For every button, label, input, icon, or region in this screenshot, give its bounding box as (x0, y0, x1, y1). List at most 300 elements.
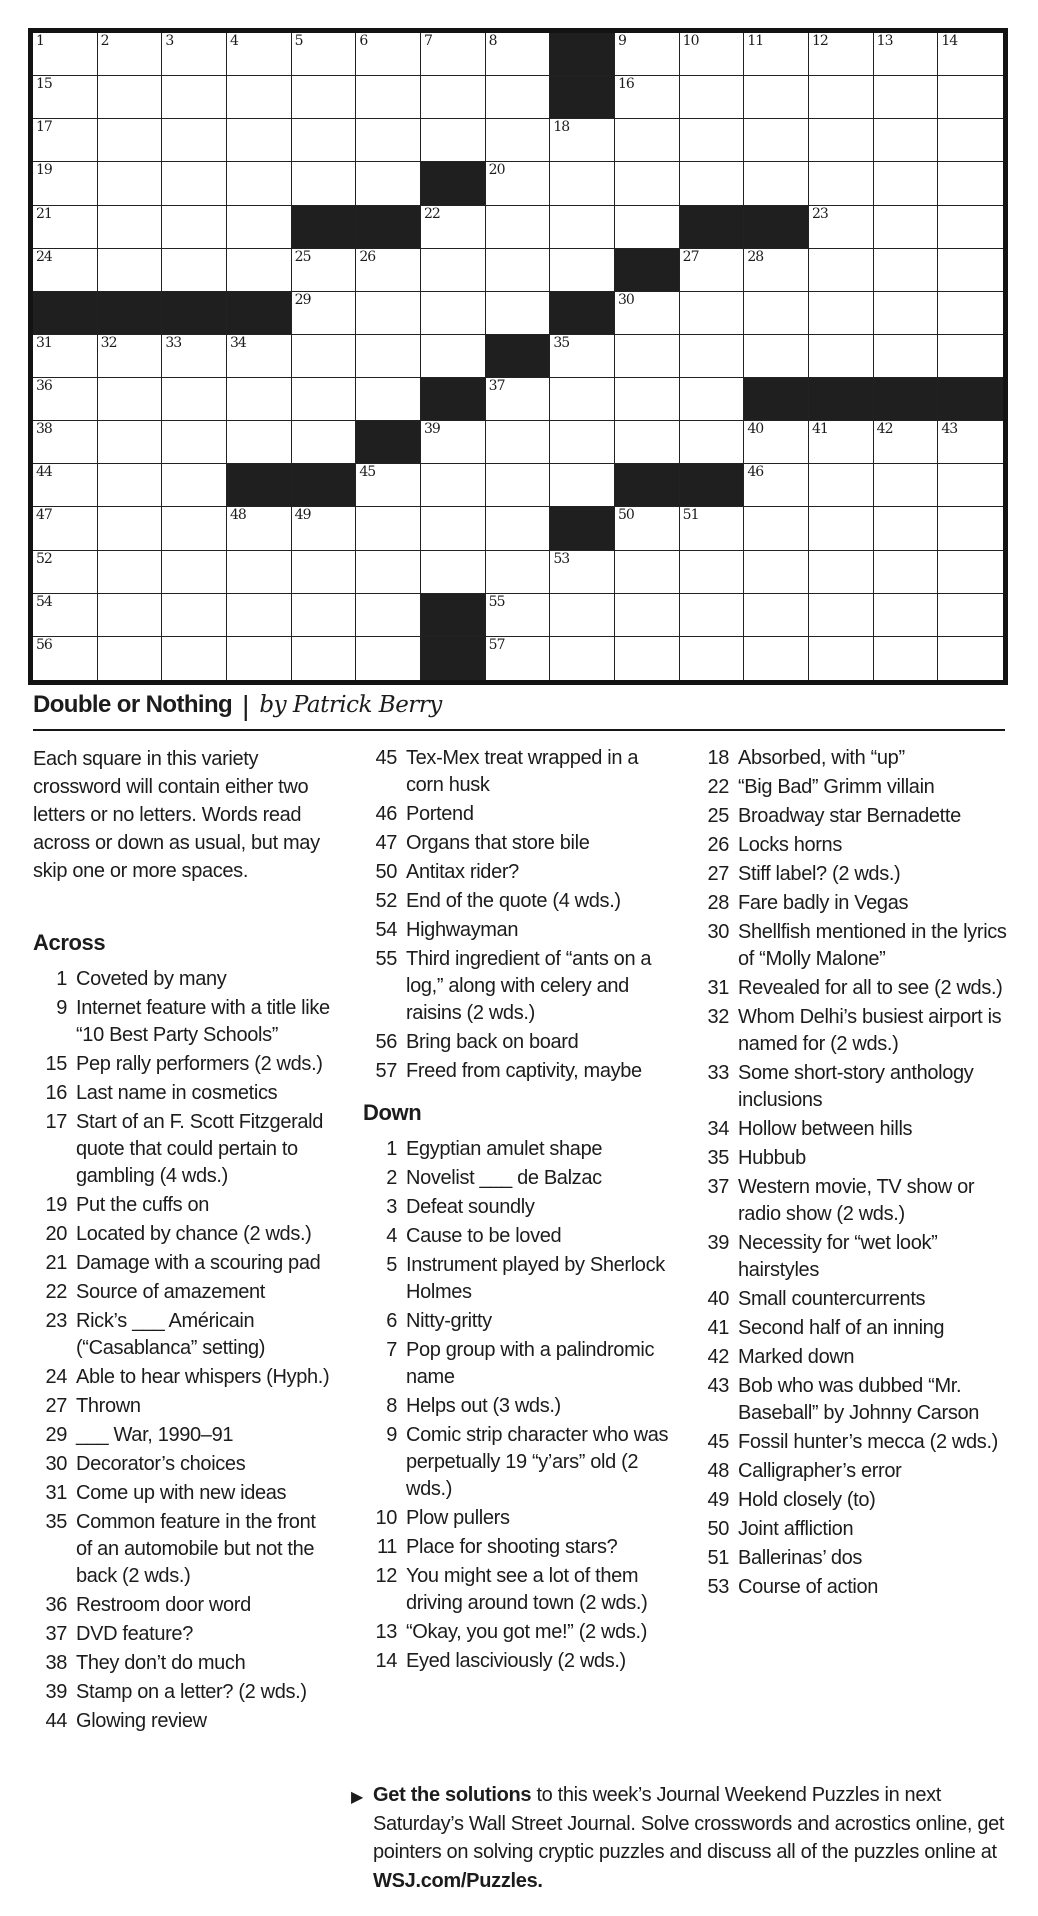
grid-cell[interactable] (550, 464, 615, 507)
down-clue-28 (695, 890, 1013, 917)
across-clue-19 (33, 1192, 335, 1219)
black-cell (33, 292, 98, 335)
clue-number: 36 (45, 1594, 67, 1616)
grid-cell[interactable] (680, 378, 745, 421)
grid-cell[interactable] (162, 206, 227, 249)
grid-cell[interactable] (421, 421, 486, 464)
grid-cell[interactable] (550, 335, 615, 378)
grid-cell[interactable] (744, 637, 809, 680)
grid-cell[interactable] (33, 162, 98, 205)
grid-cell[interactable] (874, 551, 939, 594)
clue-text: Organs that store bile (406, 832, 590, 854)
grid-cell[interactable] (874, 421, 939, 464)
grid-cell[interactable] (356, 76, 421, 119)
grid-cell[interactable] (227, 335, 292, 378)
clue-text: Pop group with a palindromic name (406, 1339, 655, 1388)
grid-cell[interactable] (874, 637, 939, 680)
grid-cell[interactable] (162, 162, 227, 205)
grid-cell[interactable] (98, 249, 163, 292)
black-cell (744, 206, 809, 249)
grid-cell[interactable] (550, 551, 615, 594)
grid-cell[interactable] (227, 119, 292, 162)
grid-cell[interactable] (938, 33, 1003, 76)
clue-number: 2 (386, 1167, 397, 1189)
cell-number: 27 (682, 248, 699, 265)
grid-cell[interactable] (615, 378, 680, 421)
clue-number: 28 (707, 892, 729, 914)
clue-text: Coveted by many (76, 968, 227, 990)
grid-cell[interactable] (680, 335, 745, 378)
clue-number: 47 (375, 832, 397, 854)
grid-cell[interactable] (809, 33, 874, 76)
grid-cell[interactable] (550, 421, 615, 464)
grid-cell[interactable] (680, 119, 745, 162)
clue-number: 34 (707, 1118, 729, 1140)
grid-cell[interactable] (162, 119, 227, 162)
grid-cell[interactable] (421, 119, 486, 162)
grid-cell[interactable] (356, 33, 421, 76)
grid-cell[interactable] (227, 206, 292, 249)
grid-cell[interactable] (227, 421, 292, 464)
clue-number: 55 (375, 948, 397, 970)
grid-cell[interactable] (356, 292, 421, 335)
clue-text: Shellfish mentioned in the lyrics of “Molly Malone” (738, 921, 1007, 970)
grid-cell[interactable] (356, 464, 421, 507)
clue-number: 38 (45, 1652, 67, 1674)
grid-cell[interactable] (615, 206, 680, 249)
black-cell (938, 378, 1003, 421)
clue-number: 8 (386, 1395, 397, 1417)
grid-cell[interactable] (421, 551, 486, 594)
across-clue-30 (33, 1451, 335, 1478)
clue-number: 10 (375, 1507, 397, 1529)
grid-cell[interactable] (744, 335, 809, 378)
cell-number: 50 (617, 507, 634, 524)
grid-cell[interactable] (938, 594, 1003, 637)
clue-text: Joint affliction (738, 1518, 854, 1540)
grid-cell[interactable] (874, 162, 939, 205)
grid-cell[interactable] (550, 119, 615, 162)
grid-cell[interactable] (809, 335, 874, 378)
grid-cell[interactable] (680, 162, 745, 205)
down-clue-31 (695, 975, 1013, 1002)
across-clue-47 (363, 830, 669, 857)
grid-cell[interactable] (227, 378, 292, 421)
clue-number: 27 (45, 1395, 67, 1417)
grid-cell[interactable] (356, 162, 421, 205)
grid-cell[interactable] (809, 119, 874, 162)
grid-cell[interactable] (292, 119, 357, 162)
grid-cell[interactable] (162, 421, 227, 464)
grid-cell[interactable] (809, 292, 874, 335)
grid-cell[interactable] (292, 76, 357, 119)
grid-cell[interactable] (809, 249, 874, 292)
clue-text: End of the quote (4 wds.) (406, 890, 621, 912)
cell-number: 35 (553, 334, 570, 351)
cell-number: 6 (359, 33, 368, 49)
grid-cell[interactable] (98, 76, 163, 119)
grid-cell[interactable] (98, 335, 163, 378)
grid-cell[interactable] (874, 507, 939, 550)
grid-cell[interactable] (874, 292, 939, 335)
clue-number: 7 (386, 1339, 397, 1361)
grid-cell[interactable] (809, 464, 874, 507)
clue-text: Freed from captivity, maybe (406, 1060, 642, 1082)
across-clue-45 (363, 745, 669, 799)
across-clue-55 (363, 946, 669, 1027)
grid-cell[interactable] (809, 551, 874, 594)
grid-cell[interactable] (33, 378, 98, 421)
clue-text: Portend (406, 803, 474, 825)
grid-cell[interactable] (227, 551, 292, 594)
grid-cell[interactable] (874, 335, 939, 378)
grid-cell[interactable] (162, 33, 227, 76)
grid-cell[interactable] (809, 421, 874, 464)
grid-cell[interactable] (809, 637, 874, 680)
grid-cell[interactable] (421, 206, 486, 249)
grid-cell[interactable] (938, 335, 1003, 378)
cell-number: 31 (36, 334, 52, 351)
grid-cell[interactable] (486, 119, 551, 162)
clue-number: 15 (45, 1053, 67, 1075)
grid-cell[interactable] (33, 76, 98, 119)
down-clue-7 (363, 1337, 669, 1391)
grid-cell[interactable] (356, 249, 421, 292)
grid-cell[interactable] (421, 335, 486, 378)
cell-number: 29 (294, 291, 311, 308)
grid-cell[interactable] (744, 76, 809, 119)
grid-cell[interactable] (744, 464, 809, 507)
cell-number: 5 (294, 33, 303, 49)
across-clue-54 (363, 917, 669, 944)
grid-cell[interactable] (550, 637, 615, 680)
grid-cell[interactable] (292, 637, 357, 680)
down-clue-25 (695, 803, 1013, 830)
grid-cell[interactable] (162, 335, 227, 378)
clue-text: Egyptian amulet shape (406, 1138, 603, 1160)
clue-number: 56 (375, 1031, 397, 1053)
grid-cell[interactable] (744, 292, 809, 335)
grid-cell[interactable] (292, 421, 357, 464)
grid-cell[interactable] (615, 76, 680, 119)
grid-cell[interactable] (486, 249, 551, 292)
grid-cell[interactable] (33, 206, 98, 249)
grid-cell[interactable] (938, 507, 1003, 550)
down-clue-51 (695, 1545, 1013, 1572)
grid-cell[interactable] (33, 594, 98, 637)
across-clue-29 (33, 1422, 335, 1449)
clue-text: Damage with a scouring pad (76, 1252, 321, 1274)
grid-cell[interactable] (938, 119, 1003, 162)
grid-cell[interactable] (615, 594, 680, 637)
grid-cell[interactable] (874, 76, 939, 119)
grid-cell[interactable] (356, 335, 421, 378)
grid-cell[interactable] (162, 594, 227, 637)
grid-cell[interactable] (292, 594, 357, 637)
grid-cell[interactable] (486, 76, 551, 119)
black-cell (227, 464, 292, 507)
grid-cell[interactable] (680, 33, 745, 76)
black-cell (486, 335, 551, 378)
grid-cell[interactable] (615, 551, 680, 594)
black-cell (550, 507, 615, 550)
clue-number: 37 (45, 1623, 67, 1645)
grid-cell[interactable] (486, 162, 551, 205)
clue-number: 29 (45, 1424, 67, 1446)
grid-cell[interactable] (615, 335, 680, 378)
grid-cell[interactable] (98, 464, 163, 507)
black-cell (421, 594, 486, 637)
clue-text: Glowing review (76, 1710, 207, 1732)
grid-cell[interactable] (356, 119, 421, 162)
grid-cell[interactable] (33, 507, 98, 550)
clue-text: DVD feature? (76, 1623, 193, 1645)
grid-cell[interactable] (292, 162, 357, 205)
grid-cell[interactable] (680, 76, 745, 119)
grid-cell[interactable] (550, 594, 615, 637)
grid-cell[interactable] (356, 637, 421, 680)
title-bar (33, 690, 1008, 722)
clue-number: 52 (375, 890, 397, 912)
grid-cell[interactable] (98, 551, 163, 594)
black-cell (421, 162, 486, 205)
grid-cell[interactable] (33, 249, 98, 292)
grid-cell[interactable] (744, 551, 809, 594)
grid-cell[interactable] (486, 206, 551, 249)
grid-cell[interactable] (162, 249, 227, 292)
grid-cell[interactable] (680, 637, 745, 680)
title-separator: | (242, 690, 250, 721)
clue-text: Hubbub (738, 1147, 806, 1169)
cell-number: 11 (747, 33, 764, 49)
grid-cell[interactable] (356, 594, 421, 637)
down-clue-13 (363, 1619, 669, 1646)
grid-cell[interactable] (874, 119, 939, 162)
grid-cell[interactable] (744, 421, 809, 464)
grid-cell[interactable] (744, 119, 809, 162)
grid-cell[interactable] (874, 464, 939, 507)
grid-cell[interactable] (550, 249, 615, 292)
clue-text: Internet feature with a title like “10 Best Party Schools” (76, 997, 330, 1046)
clue-text: Fare badly in Vegas (738, 892, 909, 914)
grid-cell[interactable] (98, 637, 163, 680)
clue-text: Absorbed, with “up” (738, 747, 905, 769)
grid-cell[interactable] (227, 594, 292, 637)
across-clue-57 (363, 1058, 669, 1085)
grid-cell[interactable] (744, 249, 809, 292)
grid-cell[interactable] (550, 378, 615, 421)
grid-cell[interactable] (33, 551, 98, 594)
grid-cell[interactable] (98, 421, 163, 464)
grid-cell[interactable] (98, 162, 163, 205)
grid-cell[interactable] (938, 76, 1003, 119)
grid-cell[interactable] (615, 33, 680, 76)
cell-number: 42 (876, 421, 893, 438)
grid-cell[interactable] (227, 637, 292, 680)
grid-cell[interactable] (680, 594, 745, 637)
grid-cell[interactable] (744, 594, 809, 637)
cell-number: 39 (423, 421, 440, 438)
grid-cell[interactable] (162, 637, 227, 680)
grid-cell[interactable] (292, 378, 357, 421)
clue-text: Place for shooting stars? (406, 1536, 618, 1558)
grid-cell[interactable] (33, 637, 98, 680)
grid-cell[interactable] (809, 507, 874, 550)
grid-cell[interactable] (680, 421, 745, 464)
cell-number: 47 (36, 507, 52, 524)
clue-text: Antitax rider? (406, 861, 519, 883)
grid-cell[interactable] (421, 249, 486, 292)
clue-text: “Okay, you got me!” (2 wds.) (406, 1621, 648, 1643)
grid-cell[interactable] (938, 162, 1003, 205)
clue-text: Located by chance (2 wds.) (76, 1223, 312, 1245)
clue-text: Ballerinas’ dos (738, 1547, 863, 1569)
grid-cell[interactable] (162, 378, 227, 421)
grid-cell[interactable] (938, 292, 1003, 335)
grid-cell[interactable] (356, 507, 421, 550)
grid-cell[interactable] (98, 594, 163, 637)
grid-cell[interactable] (421, 292, 486, 335)
cell-number: 46 (747, 464, 764, 481)
clue-text: Tex-Mex treat wrapped in a corn husk (406, 747, 639, 796)
grid-cell[interactable] (33, 464, 98, 507)
grid-cell[interactable] (486, 594, 551, 637)
grid-cell[interactable] (744, 33, 809, 76)
clue-number: 1 (386, 1138, 397, 1160)
grid-cell[interactable] (874, 206, 939, 249)
grid-cell[interactable] (615, 119, 680, 162)
grid-cell[interactable] (874, 594, 939, 637)
grid-cell[interactable] (809, 206, 874, 249)
grid-cell[interactable] (227, 162, 292, 205)
grid-cell[interactable] (292, 249, 357, 292)
down-clue-5 (363, 1252, 669, 1306)
grid-cell[interactable] (356, 551, 421, 594)
clue-text: They don’t do much (76, 1652, 246, 1674)
grid-cell[interactable] (33, 421, 98, 464)
grid-cell[interactable] (680, 292, 745, 335)
grid-cell[interactable] (809, 76, 874, 119)
across-clue-16 (33, 1080, 335, 1107)
grid-cell[interactable] (33, 119, 98, 162)
grid-cell[interactable] (615, 507, 680, 550)
down-clue-3 (363, 1194, 669, 1221)
down-clue-26 (695, 832, 1013, 859)
down-clue-40 (695, 1286, 1013, 1313)
grid-cell[interactable] (98, 119, 163, 162)
grid-cell[interactable] (615, 292, 680, 335)
grid-cell[interactable] (486, 33, 551, 76)
grid-cell[interactable] (809, 162, 874, 205)
grid-cell[interactable] (162, 551, 227, 594)
across-clue-37 (33, 1621, 335, 1648)
clue-number: 50 (707, 1518, 729, 1540)
grid-cell[interactable] (227, 507, 292, 550)
grid-cell[interactable] (292, 507, 357, 550)
clue-text: “Big Bad” Grimm villain (738, 776, 935, 798)
down-clue-41 (695, 1315, 1013, 1342)
grid-cell[interactable] (486, 507, 551, 550)
grid-cell[interactable] (744, 162, 809, 205)
grid-cell[interactable] (162, 464, 227, 507)
clue-number: 20 (45, 1223, 67, 1245)
grid-cell[interactable] (680, 249, 745, 292)
grid-cell[interactable] (227, 33, 292, 76)
grid-cell[interactable] (938, 249, 1003, 292)
grid-cell[interactable] (227, 76, 292, 119)
grid-cell[interactable] (356, 378, 421, 421)
grid-cell[interactable] (421, 33, 486, 76)
grid-cell[interactable] (615, 421, 680, 464)
grid-cell[interactable] (33, 33, 98, 76)
clue-number: 42 (707, 1346, 729, 1368)
grid-cell[interactable] (98, 206, 163, 249)
grid-cell[interactable] (292, 33, 357, 76)
across-clue-50 (363, 859, 669, 886)
grid-cell[interactable] (938, 206, 1003, 249)
grid-cell[interactable] (162, 76, 227, 119)
grid-cell[interactable] (938, 464, 1003, 507)
grid-cell[interactable] (486, 464, 551, 507)
grid-cell[interactable] (938, 551, 1003, 594)
clue-number: 14 (375, 1650, 397, 1672)
grid-cell[interactable] (874, 249, 939, 292)
clue-text: Last name in cosmetics (76, 1082, 278, 1104)
grid-cell[interactable] (98, 507, 163, 550)
clue-number: 9 (56, 997, 67, 1019)
cell-number: 3 (165, 33, 174, 49)
grid-cell[interactable] (550, 206, 615, 249)
clue-number: 5 (386, 1254, 397, 1276)
grid-cell[interactable] (938, 637, 1003, 680)
clue-text: Helps out (3 wds.) (406, 1395, 561, 1417)
grid-cell[interactable] (809, 594, 874, 637)
grid-cell[interactable] (292, 292, 357, 335)
grid-cell[interactable] (938, 421, 1003, 464)
cell-number: 37 (488, 378, 505, 395)
across-clue-35 (33, 1509, 335, 1590)
clue-number: 51 (707, 1547, 729, 1569)
grid-cell[interactable] (421, 464, 486, 507)
grid-cell[interactable] (227, 249, 292, 292)
clue-text: Plow pullers (406, 1507, 510, 1529)
clue-number: 45 (707, 1431, 729, 1453)
grid-cell[interactable] (486, 421, 551, 464)
grid-cell[interactable] (615, 637, 680, 680)
grid-cell[interactable] (292, 335, 357, 378)
grid-cell[interactable] (98, 33, 163, 76)
grid-cell[interactable] (33, 335, 98, 378)
grid-cell[interactable] (421, 507, 486, 550)
grid-cell[interactable] (292, 551, 357, 594)
grid-cell[interactable] (615, 162, 680, 205)
grid-cell[interactable] (550, 162, 615, 205)
grid-cell[interactable] (98, 378, 163, 421)
black-cell (356, 421, 421, 464)
grid-cell[interactable] (486, 292, 551, 335)
grid-cell[interactable] (421, 76, 486, 119)
grid-cell[interactable] (680, 551, 745, 594)
grid-cell[interactable] (162, 507, 227, 550)
grid-cell[interactable] (486, 637, 551, 680)
grid-cell[interactable] (744, 507, 809, 550)
grid-cell[interactable] (680, 507, 745, 550)
grid-cell[interactable] (486, 551, 551, 594)
grid-cell[interactable] (486, 378, 551, 421)
down-clue-32 (695, 1004, 1013, 1058)
black-cell (227, 292, 292, 335)
grid-cell[interactable] (874, 33, 939, 76)
